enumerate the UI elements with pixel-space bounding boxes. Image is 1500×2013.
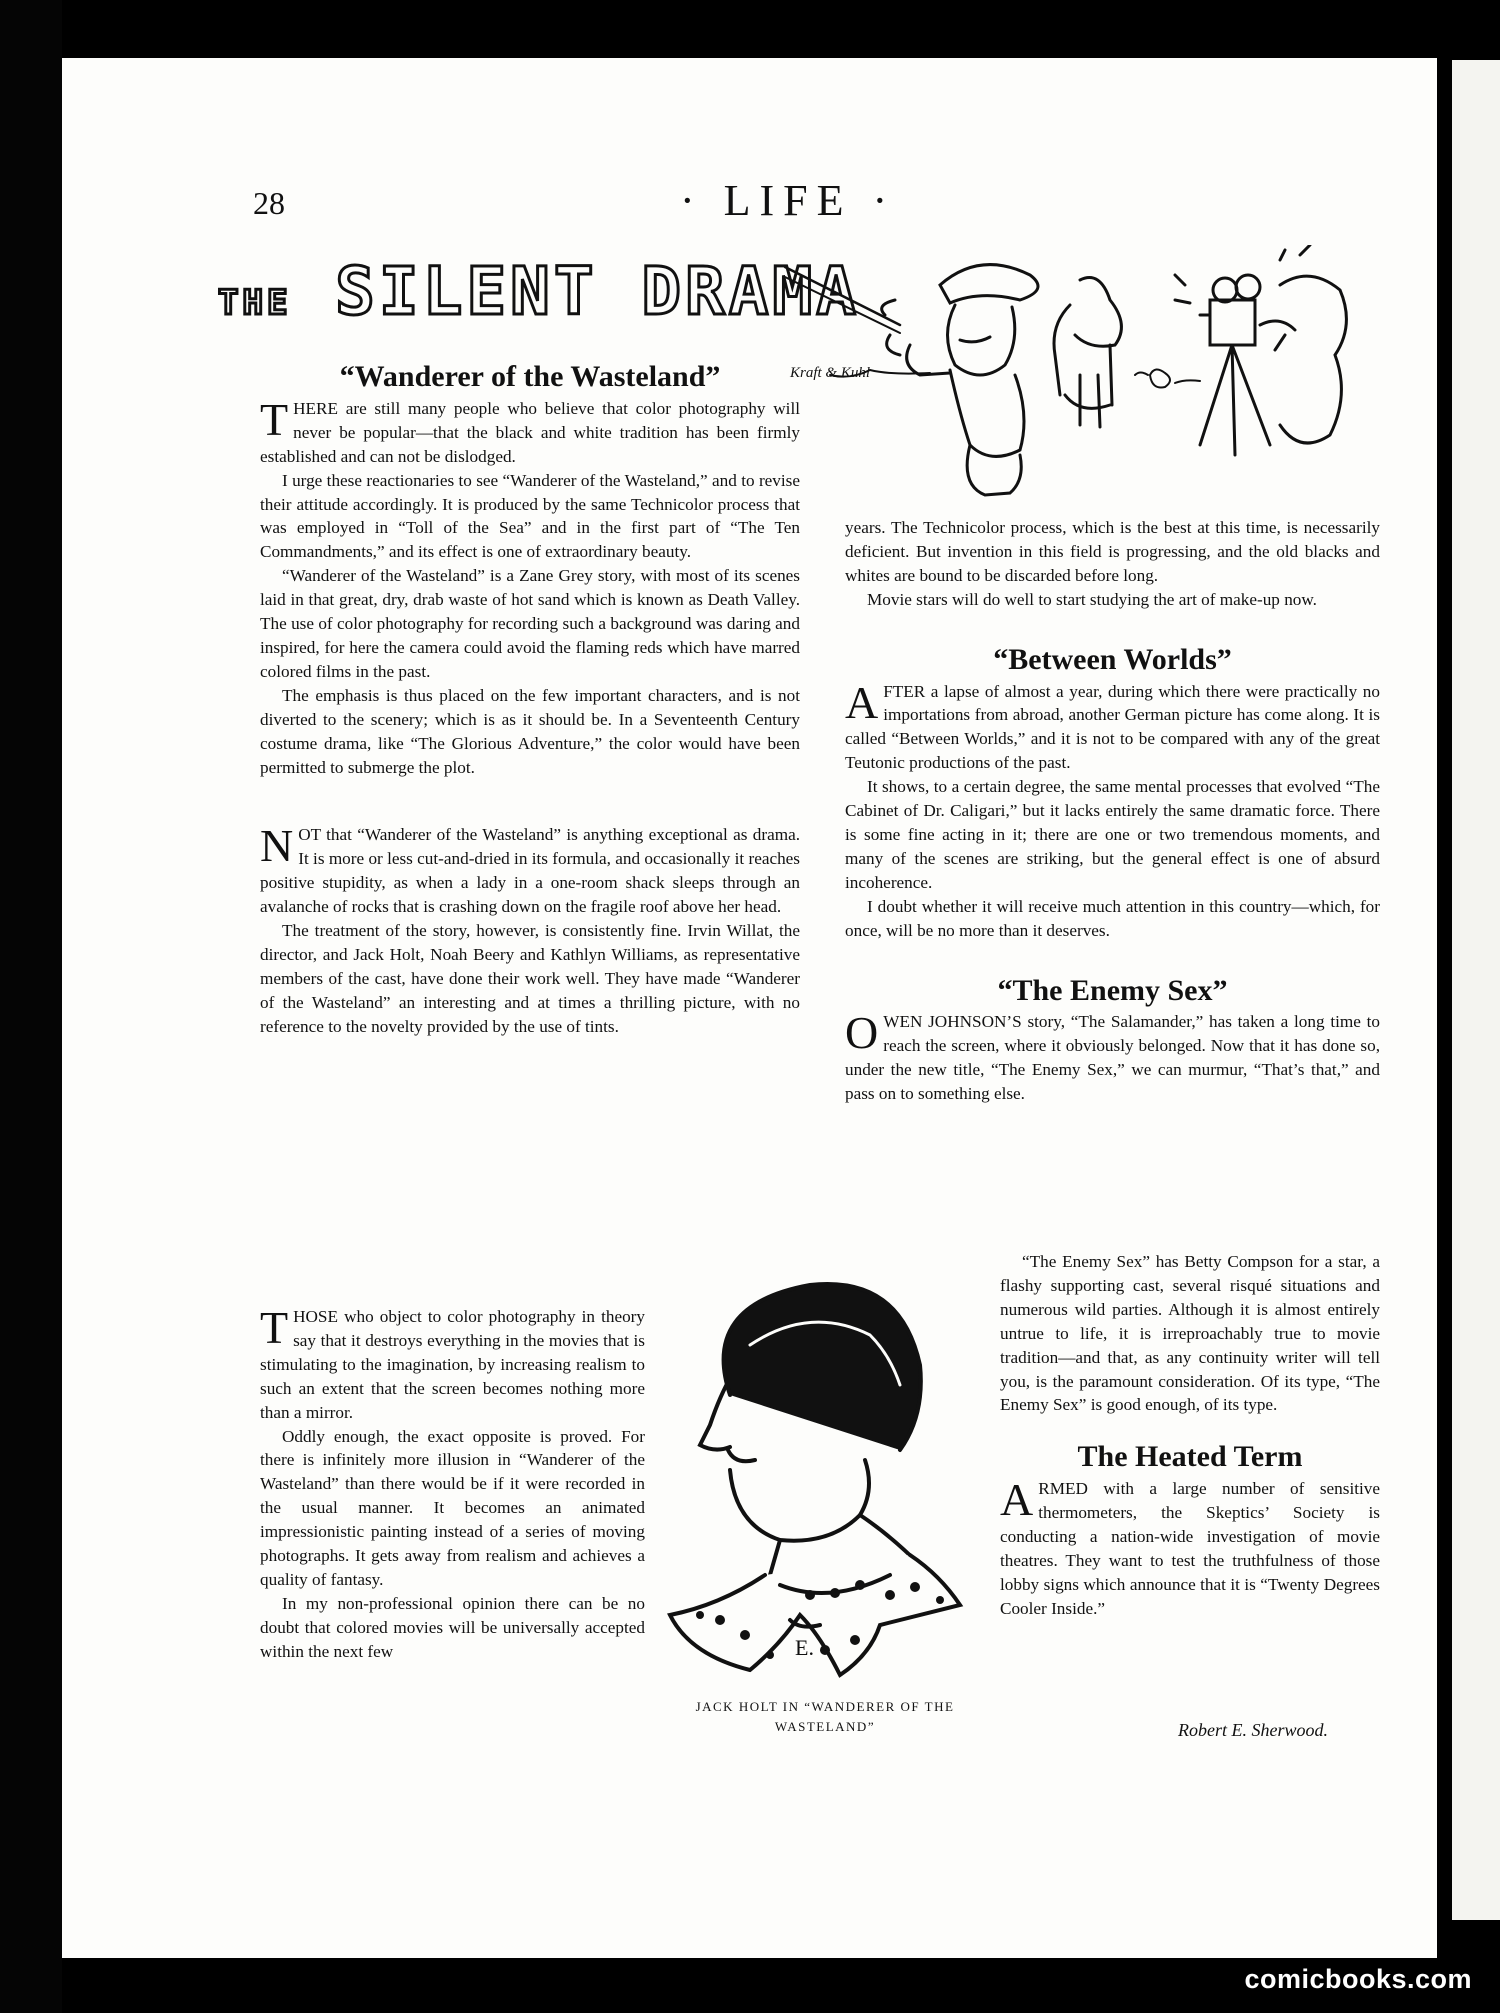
scan-left-edge <box>0 0 62 2013</box>
heading-heated-term: The Heated Term <box>1077 1440 1303 1474</box>
drop-cap: A <box>845 676 879 728</box>
lower-right-column <box>1000 1250 1380 1621</box>
wanderer-paragraph-2: I urge these reactionaries to see “Wanderer of the Wasteland,” and to revise their attitude accordingly. It is produced by the same Technicolor process that was employed in “Toll of the Sea” and in the first part of “The Ten Commandments,” and its effect is one of extraordinary beauty. <box>260 470 800 562</box>
section-banner-title <box>218 253 860 330</box>
right-column <box>845 516 1380 1106</box>
heading-enemy-sex: “The Enemy Sex” <box>997 973 1228 1007</box>
between-paragraph-1: AFTER a lapse of almost a year, during which there were practically no importations from abroad, another German picture has come along. It is called “Between Worlds,” and it is not to be compared with any of the great Teutonic productions of the past. <box>845 676 1380 773</box>
wanderer-paragraph-10: years. The Technicolor process, which is the best at this time, is necessarily deficient. But invention in this field is progressing, and the old blacks and whites are bound to be discarded before long. <box>845 518 1380 585</box>
wanderer-paragraph-7: THOSE who object to color photography in theory say that it destroys everything in the movies that is stimulating to the imagination, by increasing realism to such an extent that the screen becomes nothing more than a mirror. <box>260 1302 645 1422</box>
between-paragraph-3: I doubt whether it will receive much attention in this country—which, for once, will be no more than it deserves. <box>845 896 1380 940</box>
enemy-paragraph-1: OWEN JOHNSON’S story, “The Salamander,” has taken a long time to reach the screen, where it obviously belonged. Now that it has done so, under the new title, “The Enemy Sex,” we can murmur, “That’s that,” and pass on to something else. <box>845 1007 1380 1104</box>
adjacent-page-strip <box>1452 60 1500 1920</box>
masthead: · LIFE · <box>680 176 897 225</box>
illustration-caption: JACK HOLT IN “WANDERER OF THE WASTELAND” <box>695 1699 955 1734</box>
heated-paragraph-1: ARMED with a large number of sensitive thermometers, the Skeptics’ Society is conducting a nation-wide investigation of movie theatres. They want to test the truthfulness of those lobby signs which announce that it is “Twenty Degrees Cooler Inside.” <box>1000 1474 1380 1618</box>
heading-between-worlds: “Between Worlds” <box>993 642 1232 676</box>
lower-left-column <box>260 1302 645 1664</box>
drop-cap: N <box>260 820 294 872</box>
heading-wanderer: “Wanderer of the Wasteland” <box>339 360 721 393</box>
scan-gutter <box>1437 60 1452 1960</box>
left-column <box>260 360 800 1039</box>
wanderer-paragraph-11: Movie stars will do well to start studying the art of make-up now. <box>867 589 1317 609</box>
drop-cap: T <box>260 1302 289 1353</box>
wanderer-paragraph-6: The treatment of the story, however, is consistently fine. Irvin Willat, the director, and Jack Holt, Noah Beery and Kathlyn Williams, as representative members of the cast, have done their work well. They have made “Wanderer of the Wasteland” an interesting and at times a thrilling picture, with no reference to the novelty provided by the use of tints. <box>260 921 800 1036</box>
enemy-paragraph-2: “The Enemy Sex” has Betty Compson for a star, a flashy supporting cast, several risqué situations and numerous wild parties. Although it is almost entirely untrue to life, it is irreproachably true to movie tradition—and that, as any continuity writer will tell you, is the paramount consideration. Of its type, “The Enemy Sex” is good enough, of its type. <box>1000 1252 1380 1415</box>
author-byline: Robert E. Sherwood. <box>1178 1720 1328 1740</box>
banner-the: THE <box>218 283 292 323</box>
drop-cap: O <box>845 1007 879 1059</box>
illustration-artist-signature: Kraft & Kuhl <box>790 365 871 381</box>
banner-title: SILENT DRAMA <box>335 253 860 330</box>
wanderer-paragraph-5: NOT that “Wanderer of the Wasteland” is anything exceptional as drama. It is more or less cut-and-dried in its formula, and occasionally it reaches positive stupidity, as when a lady in a one-room shack sleeps through an avalanche of rocks that is crashing down on the fragile roof above her head. <box>260 820 800 917</box>
between-paragraph-2: It shows, to a certain degree, the same mental processes that evolved “The Cabinet of Dr. Caligari,” but it lacks entirely the same dramatic force. There is some fine acting in it; there are one or two tremendous moments, and many of the scenes are striking, but the general effect is one of absurd incoherence. <box>845 777 1380 892</box>
caricature-signature: E. <box>795 1635 814 1660</box>
jack-holt-caricature <box>660 1275 980 1690</box>
wanderer-paragraph-4: The emphasis is thus placed on the few important characters, and is not diverted to the scenery; which is as it should be. In a Seventeenth Century costume drama, like “The Glorious Adventure,” the color would have been permitted to submerge the plot. <box>260 685 800 777</box>
drop-cap: A <box>1000 1474 1034 1526</box>
page-number: 28 <box>253 185 285 221</box>
wanderer-paragraph-1: THERE are still many people who believe that color photography will never be popular—that the black and white tradition has been firmly established and can not be dislodged. <box>260 393 800 466</box>
watermark: comicbooks.com <box>1244 1964 1472 1994</box>
wanderer-paragraph-3: “Wanderer of the Wasteland” is a Zane Grey story, with most of its scenes laid in that great, dry, drab waste of hot sand which is known as Death Valley. The use of color photography for recording such a background was daring and inspired, for here the camera could avoid the flaming reds which have marred colored films in the past. <box>260 566 800 681</box>
wanderer-paragraph-9: In my non-professional opinion there can be no doubt that colored movies will be universally accepted within the next few <box>260 1593 645 1661</box>
wanderer-paragraph-8: Oddly enough, the exact opposite is proved. For there is infinitely more illusion in “Wanderer of the Wasteland” than there would be if it were recorded in the usual manner. It becomes an animated impressionistic painting instead of a series of moving photographs. It gets away from realism and achieves a quality of fantasy. <box>260 1426 645 1589</box>
drop-cap: T <box>260 393 289 445</box>
header-cartoon-illustration <box>780 245 1430 505</box>
